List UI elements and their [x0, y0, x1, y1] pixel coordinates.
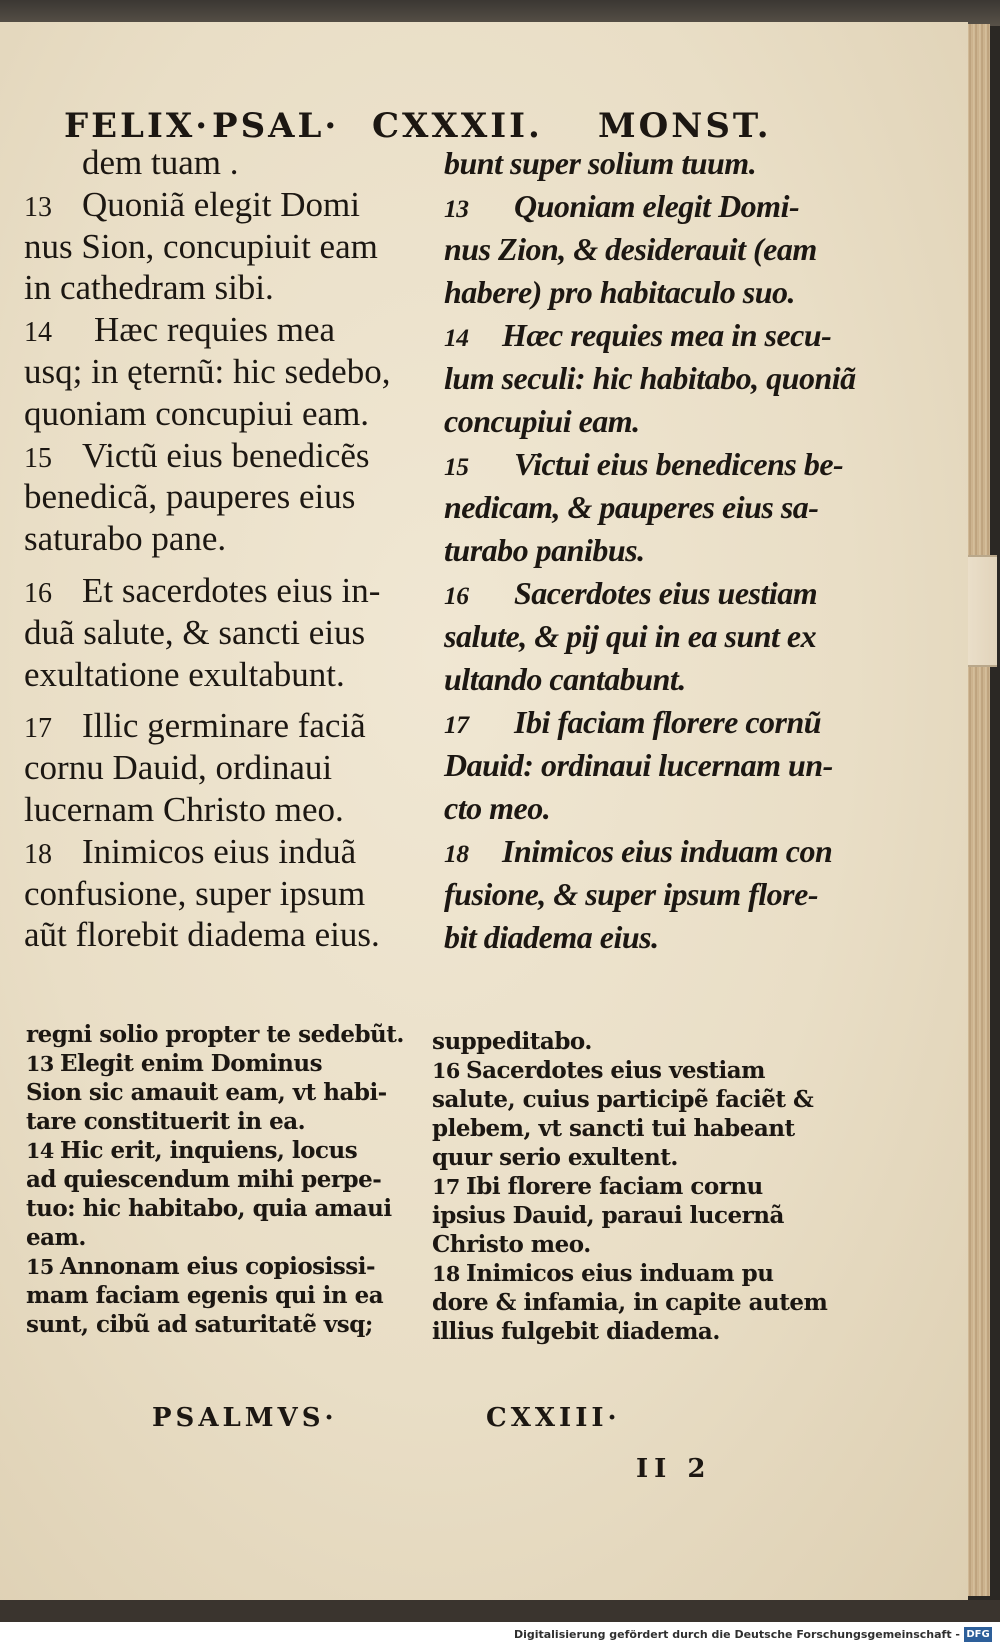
- right-main-line: nedicam, & pauperes eius sa-: [444, 489, 819, 525]
- left-main-line: 17 Illic germinare faciã: [24, 706, 366, 746]
- dfg-logo: DFG: [964, 1627, 992, 1642]
- left-main-line: confusione, super ipsum: [24, 873, 366, 913]
- right-main-line: 14 Hæc requies mea in secu-: [444, 317, 832, 353]
- catchword-psalmus: PSALMVS·: [152, 1403, 338, 1433]
- right-main-line: 13 Quoniam elegit Domi-: [444, 188, 800, 224]
- bottom-right-line: dore & infamia, in capite autem: [432, 1289, 828, 1316]
- left-main-line: benedicã, pauperes eius: [24, 477, 356, 517]
- signature-mark: II 2: [636, 1454, 712, 1484]
- left-main-column: [24, 142, 419, 956]
- credit-text: Digitalisierung gefördert durch die Deutsche Forschungsgemeinschaft -: [513, 1628, 960, 1641]
- right-main-line: 17 Ibi faciam florere cornũ: [444, 704, 822, 740]
- right-main-line: 18 Inimicos eius induam con: [444, 833, 833, 869]
- right-main-column: [444, 142, 856, 959]
- right-main-line: nus Zion, & desiderauit (eam: [444, 231, 817, 267]
- bottom-left-line: 15 Annonam eius copiosissi-: [26, 1253, 376, 1280]
- bottom-right-line: ipsius Dauid, paraui lucernã: [432, 1202, 784, 1229]
- left-main-line: cornu Dauid, ordinaui: [24, 748, 333, 788]
- header-left: FELIX·: [64, 106, 211, 146]
- right-main-line: fusione, & super ipsum flore-: [444, 876, 818, 912]
- book-page: [0, 22, 968, 1600]
- left-main-line: duã salute, & sancti eius: [24, 612, 366, 652]
- bottom-left-line: regni solio propter te sedebũt.: [26, 1021, 404, 1048]
- left-main-line: exultatione exultabunt.: [24, 654, 345, 694]
- right-main-line: Dauid: ordinaui lucernam un-: [444, 747, 833, 783]
- left-main-line: dem tuam .: [82, 143, 239, 182]
- bottom-right-line: illius fulgebit diadema.: [432, 1318, 720, 1345]
- right-main-line: turabo panibus.: [444, 532, 645, 568]
- bottom-left-line: ad quiescendum mihi perpe-: [26, 1166, 382, 1193]
- left-main-line: 14 Hæc requies mea: [24, 310, 336, 350]
- left-main-line: saturabo pane.: [24, 519, 227, 559]
- bottom-left-line: eam.: [26, 1224, 86, 1251]
- left-main-line: in cathedram sibi.: [24, 268, 274, 308]
- right-main-line: 15 Victui eius benedicens be-: [444, 446, 844, 482]
- bottom-right-line: Christo meo.: [432, 1231, 591, 1258]
- right-main-line: cto meo.: [444, 790, 551, 826]
- header-right: MONST.: [598, 106, 772, 146]
- right-main-line: concupiui eam.: [444, 403, 640, 439]
- bottom-left-line: sunt, cibũ ad saturitatẽ vsq;: [26, 1311, 373, 1338]
- bottom-right-column: [432, 1027, 842, 1346]
- bottom-left-line: mam faciam egenis qui in ea: [26, 1282, 384, 1309]
- catchword-number: CXXIII·: [486, 1403, 621, 1433]
- left-main-line: nus Sion, concupiuit eam: [24, 226, 378, 266]
- bottom-left-line: 14 Hic erit, inquiens, locus: [26, 1137, 358, 1164]
- bottom-right-line: 17 Ibi florere faciam cornu: [432, 1173, 763, 1200]
- right-main-line: lum seculi: hic habitabo, quoniã: [444, 360, 856, 396]
- bottom-left-column: [26, 1020, 416, 1339]
- right-main-line: bunt super solium tuum.: [444, 145, 757, 181]
- left-main-line: 13 Quoniã elegit Domi: [24, 184, 361, 224]
- right-main-line: bit diadema eius.: [444, 919, 659, 955]
- bottom-right-line: plebem, vt sancti tui habeant: [432, 1115, 795, 1142]
- bottom-left-line: 13 Elegit enim Dominus: [26, 1050, 323, 1077]
- right-main-line: 16 Sacerdotes eius uestiam: [444, 575, 818, 611]
- right-main-line: salute, & pij qui in ea sunt ex: [444, 618, 817, 654]
- bottom-left-line: tare constituerit in ea.: [26, 1108, 306, 1135]
- left-main-line: lucernam Christo meo.: [24, 789, 344, 829]
- bottom-left-line: Sion sic amauit eam, vt habi-: [26, 1079, 387, 1106]
- right-main-line: ultando cantabunt.: [444, 661, 686, 697]
- bottom-right-line: quur serio exultent.: [432, 1144, 678, 1171]
- left-main-line: 18 Inimicos eius induã: [24, 831, 357, 871]
- left-main-line: 15 Victũ eius benedicẽs: [24, 435, 370, 475]
- right-main-line: habere) pro habitaculo suo.: [444, 274, 795, 310]
- left-main-line: quoniam concupiui eam.: [24, 393, 370, 433]
- header-psal: PSAL·: [212, 106, 340, 146]
- bottom-right-line: salute, cuius participẽ faciẽt &: [432, 1086, 814, 1113]
- left-main-line: 16 Et sacerdotes eius in-: [24, 570, 381, 610]
- bottom-right-line: suppeditabo.: [432, 1028, 592, 1055]
- bottom-right-line: 16 Sacerdotes eius vestiam: [432, 1057, 765, 1084]
- left-main-line: aũt florebit diadema eius.: [24, 915, 380, 955]
- bottom-left-line: tuo: hic habitabo, quia amaui: [26, 1195, 392, 1222]
- book-bottom-edge: [0, 1600, 1000, 1622]
- bottom-right-line: 18 Inimicos eius induam pu: [432, 1260, 774, 1287]
- header-number: CXXXII.: [372, 106, 543, 146]
- left-main-line: usq; in ęternũ: hic sedebo,: [24, 351, 391, 391]
